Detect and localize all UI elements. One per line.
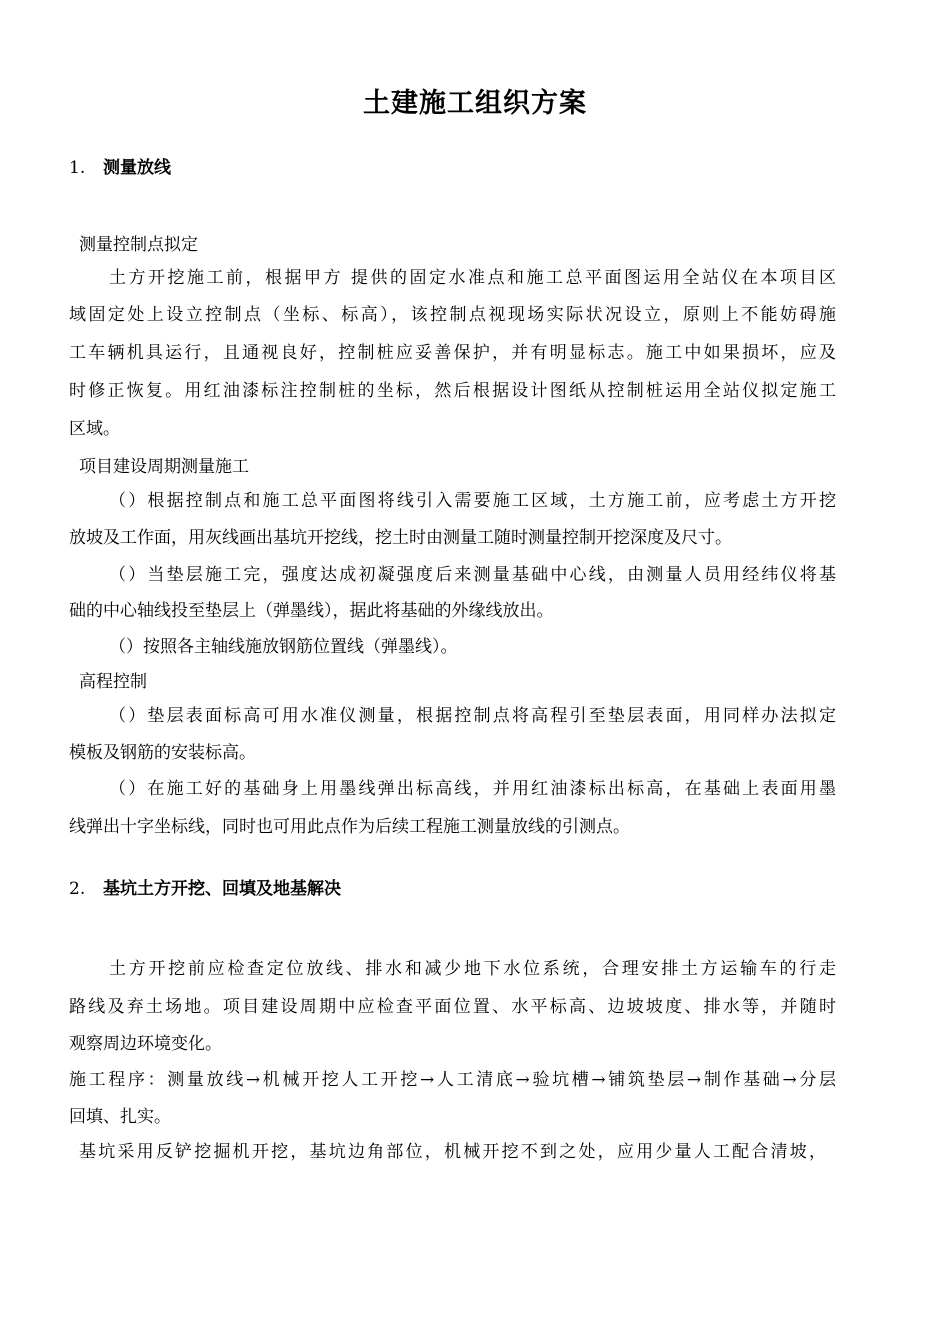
paragraph-line: 基坑采用反铲挖掘机开挖，基坑边角部位，机械开挖不到之处，应用少量人工配合清坡， xyxy=(79,1142,826,1162)
paragraph-line: （）当垫层施工完，强度达成初凝强度后来测量基础中心线，由测量人员用经纬仪将基 xyxy=(109,565,836,585)
paragraph-line: 础的中心轴线投至垫层上（弹墨线），据此将基础的外缘线放出。 xyxy=(69,601,554,621)
subsection-control-points-title: 测量控制点拟定 xyxy=(79,235,198,255)
subsection-survey-construction-title: 项目建设周期测量施工 xyxy=(79,457,249,477)
paragraph-line: 工车辆机具运行，且通视良好，控制桩应妥善保护，并有明显标志。施工中如果损坏，应及 xyxy=(69,343,836,363)
section-2-heading xyxy=(69,876,341,902)
paragraph-line: 时修正恢复。用红油漆标注控制桩的坐标，然后根据设计图纸从控制桩运用全站仪拟定施工 xyxy=(69,381,836,401)
paragraph-line: （）垫层表面标高可用水准仪测量，根据控制点将高程引至垫层表面，用同样办法拟定 xyxy=(109,706,836,726)
paragraph-line: 土方开挖施工前，根据甲方 提供的固定水准点和施工总平面图运用全站仪在本项目区 xyxy=(109,268,836,288)
paragraph-line: 模板及钢筋的安装标高。 xyxy=(69,743,256,763)
paragraph-line: 施工程序：测量放线→机械开挖人工开挖→人工清底→验坑槽→铺筑垫层→制作基础→分层 xyxy=(69,1070,836,1090)
section-1-heading xyxy=(69,155,171,181)
section-2-number: 2. xyxy=(69,879,86,899)
paragraph-line: 观察周边环境变化。 xyxy=(69,1034,222,1054)
paragraph-line: 土方开挖前应检查定位放线、排水和减少地下水位系统，合理安排土方运输车的行走 xyxy=(109,959,836,979)
section-1-number: 1. xyxy=(69,158,86,178)
paragraph-line: （）按照各主轴线施放钢筋位置线（弹墨线）。 xyxy=(109,637,458,657)
paragraph-line: 域固定处上设立控制点（坐标、标高），该控制点视现场实际状况设立，原则上不能妨碍施 xyxy=(69,305,836,325)
paragraph-line: （）根据控制点和施工总平面图将线引入需要施工区域，土方施工前，应考虑土方开挖 xyxy=(109,491,836,511)
document-title: 土建施工组织方案 xyxy=(363,88,587,119)
paragraph-line: 放坡及工作面，用灰线画出基坑开挖线，挖土时由测量工随时测量控制开挖深度及尺寸。 xyxy=(69,528,732,548)
paragraph-line: 路线及弃土场地。项目建设周期中应检查平面位置、水平标高、边坡坡度、排水等，并随时 xyxy=(69,997,836,1017)
subsection-elevation-control-title: 高程控制 xyxy=(79,672,147,692)
section-1-title: 测量放线 xyxy=(103,158,171,178)
paragraph-line: 区域。 xyxy=(69,419,120,439)
paragraph-line: 回填、扎实。 xyxy=(69,1107,171,1127)
section-2-title: 基坑土方开挖、回填及地基解决 xyxy=(103,879,341,899)
paragraph-line: 线弹出十字坐标线，同时也可用此点作为后续工程施工测量放线的引测点。 xyxy=(69,817,630,837)
paragraph-line: （）在施工好的基础身上用墨线弹出标高线，并用红油漆标出标高，在基础上表面用墨 xyxy=(109,779,836,799)
